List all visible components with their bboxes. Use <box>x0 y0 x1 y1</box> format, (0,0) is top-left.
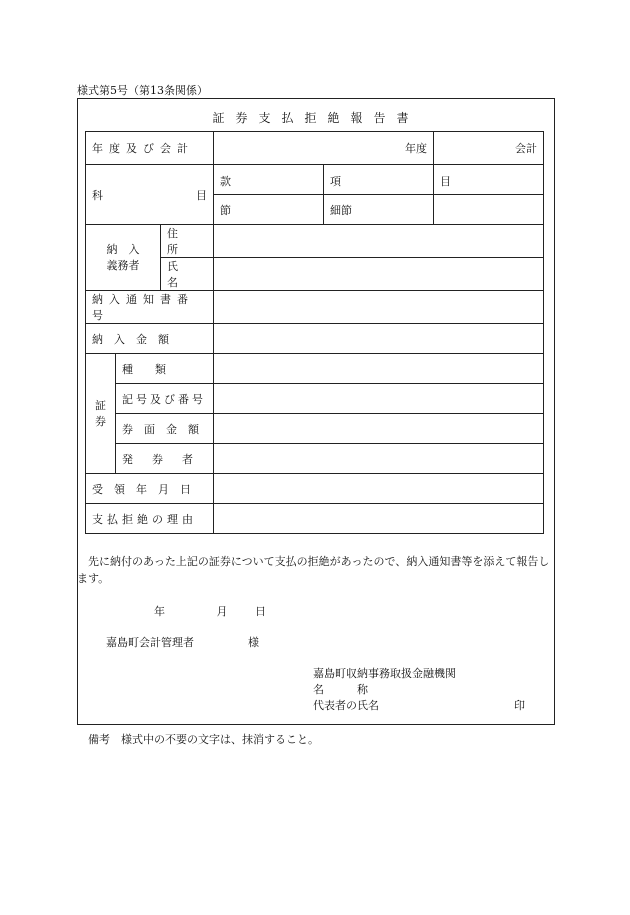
representative-label: 代表者の氏名 <box>313 699 379 712</box>
fiscal-year-label: 年度及び会計 <box>86 132 214 165</box>
form-number-label: 様式第5号（第13条関係） <box>77 84 208 97</box>
name-field[interactable] <box>214 258 544 291</box>
refusal-reason-field[interactable] <box>214 504 544 534</box>
institution-name-label: 名 称 <box>313 683 368 696</box>
notice-number-field[interactable] <box>214 291 544 324</box>
amount-field[interactable] <box>214 324 544 354</box>
remarks-note: 備考 様式中の不要の文字は、抹消すること。 <box>88 733 319 746</box>
kan-field[interactable] <box>214 165 324 195</box>
moku-label: 目 <box>440 175 452 188</box>
kind-label: 種 類 <box>116 354 214 384</box>
setsu-extra-field[interactable] <box>434 195 544 225</box>
securities-char-1: 証 <box>95 398 106 412</box>
addressee: 嘉島町会計管理者 <box>106 636 194 649</box>
symbol-number-field[interactable] <box>214 384 544 414</box>
refusal-reason-label: 支払拒絶の理由 <box>86 504 214 534</box>
received-date-label: 受 領 年 月 日 <box>86 474 214 504</box>
date-day: 日 <box>255 605 266 618</box>
institution-label: 嘉島町収納事務取扱金融機関 <box>313 667 456 680</box>
address-label: 住 所 <box>161 225 214 258</box>
report-statement: 先に納付のあった上記の証券について支払の拒絶があったので、納入通知書等を添えて報告します。 <box>77 555 550 585</box>
securities-char-2: 券 <box>95 414 106 428</box>
symbol-number-label: 記号及び番号 <box>116 384 214 414</box>
kind-field[interactable] <box>214 354 544 384</box>
received-date-field[interactable] <box>214 474 544 504</box>
kou-field[interactable] <box>324 165 434 195</box>
form-table <box>85 131 544 534</box>
kou-label: 項 <box>330 175 342 188</box>
setsu-field[interactable] <box>214 195 324 225</box>
payer-line-2: 義務者 <box>106 258 140 272</box>
payer-line-1: 納 入 <box>106 242 140 256</box>
subject-char-1: 科 <box>92 188 103 202</box>
saisetsu-field[interactable] <box>324 195 434 225</box>
payer-label <box>86 225 161 291</box>
name-label: 氏 名 <box>161 258 214 291</box>
face-value-field[interactable] <box>214 414 544 444</box>
date-month: 月 <box>216 605 228 618</box>
account-unit: 会計 <box>515 142 538 155</box>
notice-number-label: 納入通知書番号 <box>86 291 214 324</box>
date-line <box>154 603 266 619</box>
saisetsu-label: 細節 <box>330 203 353 217</box>
account-field[interactable] <box>434 132 544 165</box>
fiscal-year-field[interactable] <box>214 132 434 165</box>
form-title: 証券支払拒絶報告書 <box>212 111 420 125</box>
seal-mark: 印 <box>514 699 525 712</box>
amount-label: 納 入 金 額 <box>86 324 214 354</box>
address-field[interactable] <box>214 225 544 258</box>
issuer-label: 発 券 者 <box>116 444 214 474</box>
date-year: 年 <box>154 605 165 618</box>
issuer-field[interactable] <box>214 444 544 474</box>
fiscal-year-unit: 年度 <box>405 142 428 155</box>
subject-label <box>86 165 214 225</box>
face-value-label: 券 面 金 額 <box>116 414 214 444</box>
subject-char-2: 目 <box>196 188 208 202</box>
moku-field[interactable] <box>434 165 544 195</box>
honorific: 様 <box>248 636 259 649</box>
kan-label: 款 <box>220 175 232 188</box>
securities-label <box>86 354 116 474</box>
setsu-label: 節 <box>220 203 232 217</box>
